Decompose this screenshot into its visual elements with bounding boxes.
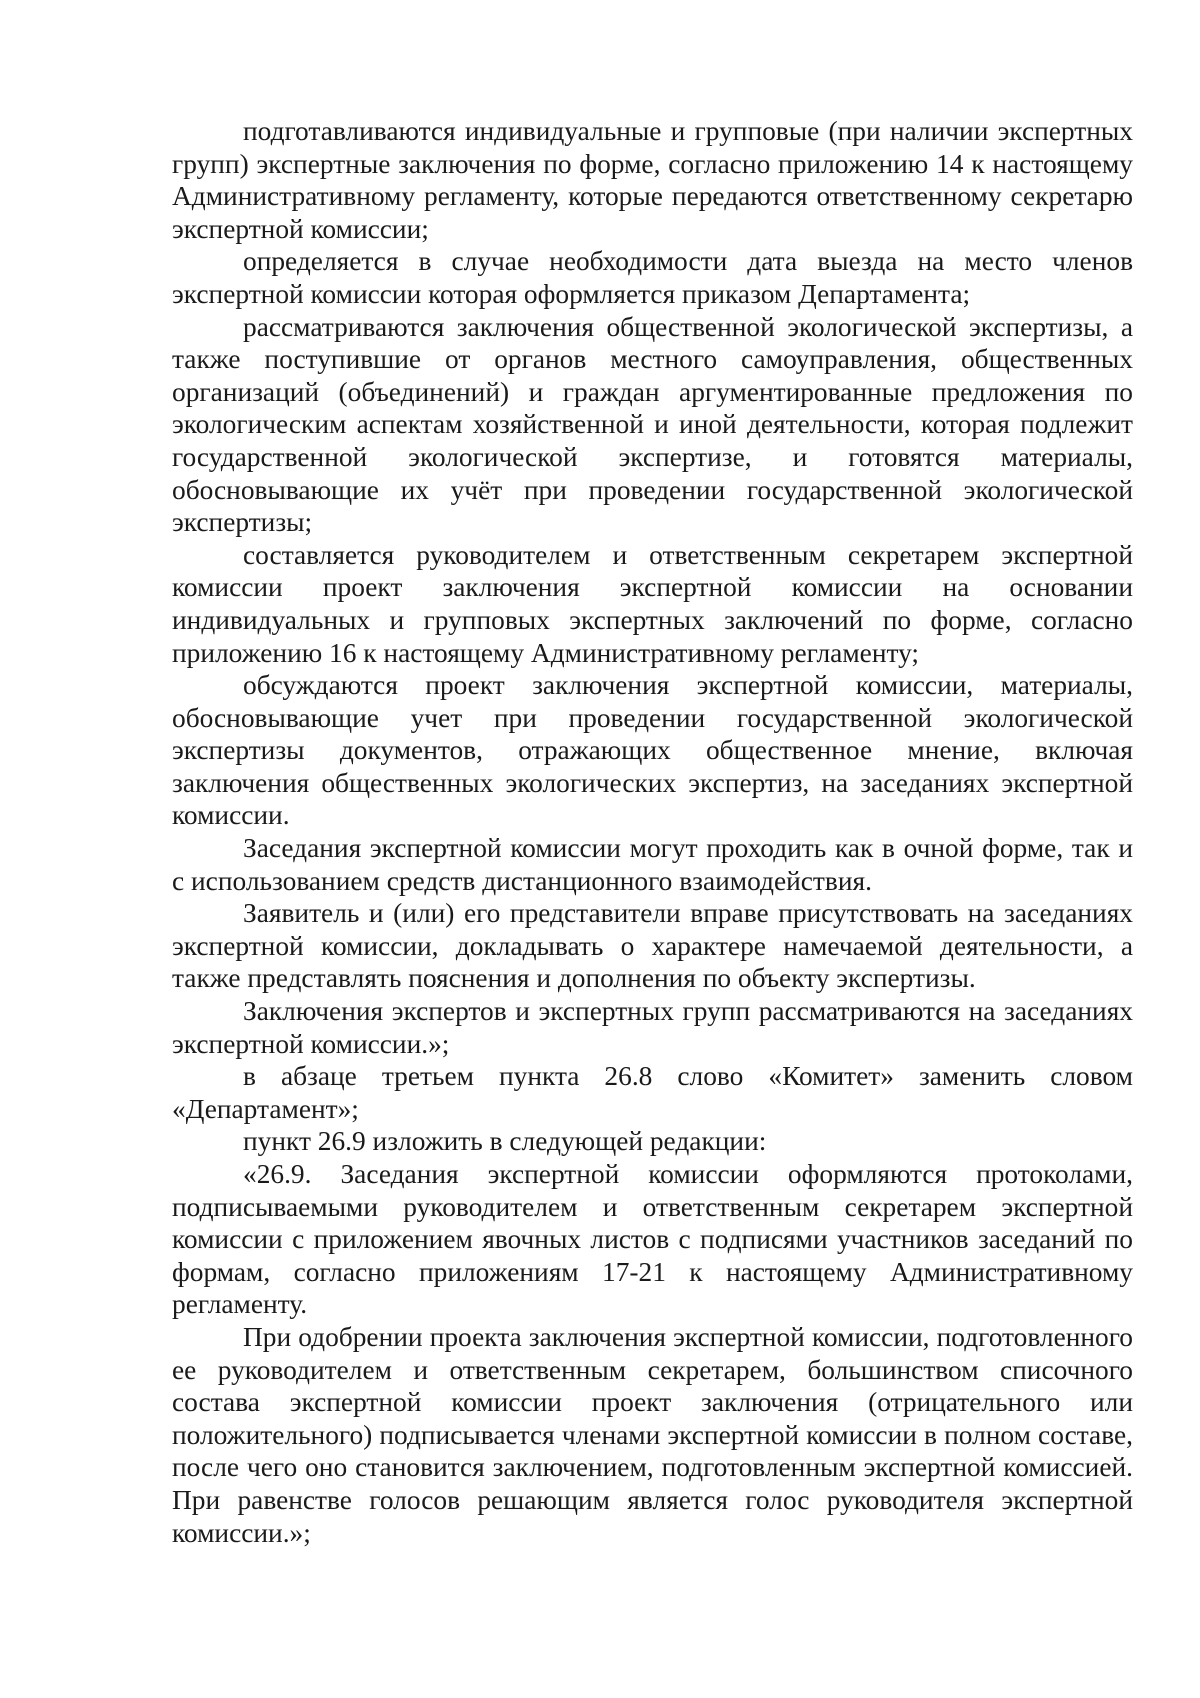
paragraph-public-expertise-review: рассматриваются заключения общественной экологической экспертизы, а также поступившие от органов местного самоуправления, общественных организаций (объединений) и граждан аргументированные предложения по экологическим аспектам хозяйственной и иной деятельности, которая подлежит государственной экологической экспертизе, и готовятся материалы, обосновывающие их учёт при проведении государственной экологической экспертизы;: [172, 311, 1133, 538]
paragraph-applicant-rights: Заявитель и (или) его представители вправе присутствовать на заседаниях экспертной комиссии, докладывать о характере намечаемой деятельности, а также представлять пояснения и дополнения по объекту экспертизы.: [172, 898, 1133, 994]
paragraph-draft-conclusion: составляется руководителем и ответственным секретарем экспертной комиссии проект заключения экспертной комиссии на основании индивидуальных и групповых экспертных заключений по форме, согласно приложению 16 к настоящему Административному регламенту;: [172, 539, 1133, 668]
paragraph-clause-26-9: «26.9. Заседания экспертной комиссии оформляются протоколами, подписываемыми руководителем и ответственным секретарем экспертной комиссии с приложением явочных листов с подписями участников заседаний по формам, согласно приложениям 17-21 к настоящему Административному регламенту.: [172, 1159, 1133, 1320]
paragraph-site-visit-date: определяется в случае необходимости дата выезда на место членов экспертной комиссии которая оформляется приказом Департамента;: [172, 246, 1133, 309]
paragraph-expert-conclusions: подготавливаются индивидуальные и групповые (при наличии экспертных групп) экспертные заключения по форме, согласно приложению 14 к настоящему Административному регламенту, которые передаются ответственному секретарю экспертной комиссии;: [172, 116, 1133, 244]
paragraph-discussion: обсуждаются проект заключения экспертной комиссии, материалы, обосновывающие учет при проведении государственной экологической экспертизы документов, отражающих общественное мнение, включая заключения общественных экологических экспертиз, на заседаниях экспертной комиссии.: [172, 670, 1133, 831]
paragraph-amendment-26-8: в абзаце третьем пункта 26.8 слово «Комитет» заменить словом «Департамент»;: [172, 1061, 1133, 1124]
paragraph-approval-procedure: При одобрении проекта заключения экспертной комиссии, подготовленного ее руководителем и ответственным секретарем, большинством списочного состава экспертной комиссии проект заключения (отрицательного или положительного) подписывается членами экспертной комиссии в полном составе, после чего оно становится заключением, подготовленным экспертной комиссией. При равенстве голосов решающим является голос руководителя экспертной комиссии.»;: [172, 1321, 1133, 1548]
paragraph-amendment-26-9-intro: пункт 26.9 изложить в следующей редакции:: [243, 1126, 767, 1157]
document-body: [172, 115, 1133, 1549]
paragraph-expert-review: Заключения экспертов и экспертных групп рассматриваются на заседаниях экспертной комиссии.»;: [172, 996, 1133, 1059]
paragraph-meeting-format: Заседания экспертной комиссии могут проходить как в очной форме, так и с использованием средств дистанционного взаимодействия.: [172, 833, 1133, 896]
